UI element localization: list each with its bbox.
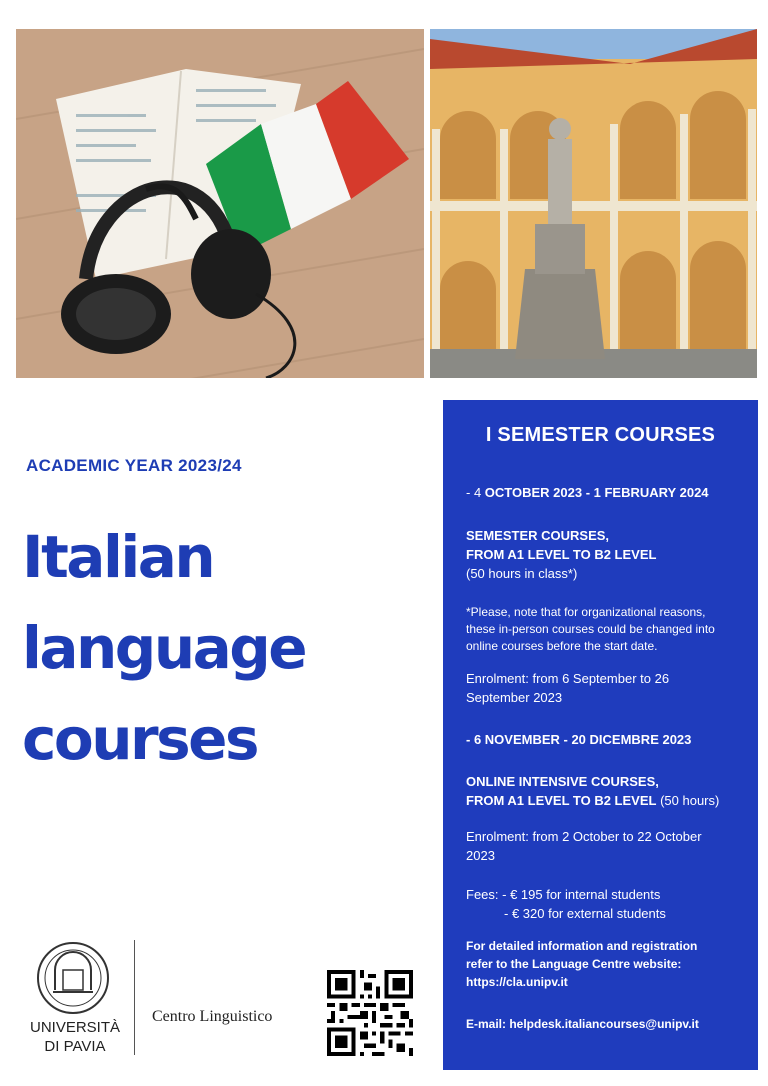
title-line: courses xyxy=(22,705,258,773)
info-line: refer to the Language Centre website: xyxy=(466,957,682,971)
qr-code[interactable] xyxy=(327,970,413,1056)
semester-hours: (50 hours in class*) xyxy=(466,566,578,581)
note-line: these in-person courses could be changed into xyxy=(466,622,715,636)
page-title xyxy=(22,512,305,785)
note-line: online courses before the start date. xyxy=(466,639,658,653)
email-link[interactable]: E-mail: helpdesk.italiancourses@unipv.it xyxy=(466,1017,699,1031)
semester-courses-title: SEMESTER COURSES, xyxy=(466,528,610,543)
dates-second-session: - 6 NOVEMBER - 20 DICEMBRE 2023 xyxy=(466,732,692,747)
enrolment-first-cont: September 2023 xyxy=(466,690,563,705)
panel-heading: I SEMESTER COURSES xyxy=(485,424,716,446)
enrolment-second: Enrolment: from 2 October to 22 October xyxy=(466,829,702,844)
semester-levels: FROM A1 LEVEL TO B2 LEVEL xyxy=(466,547,657,562)
dates-first-session: - 4 OCTOBER 2023 - 1 FEBRUARY 2024 xyxy=(466,485,709,500)
semester-courses-panel xyxy=(443,400,758,1070)
online-levels: FROM A1 LEVEL TO B2 LEVEL (50 hours) xyxy=(466,793,720,808)
note-line: *Please, note that for organizational reasons, xyxy=(466,605,706,619)
online-courses-title: ONLINE INTENSIVE COURSES, xyxy=(466,774,659,789)
info-line: For detailed information and registration xyxy=(466,939,698,953)
website-link[interactable]: https://cla.unipv.it xyxy=(466,975,568,989)
fees-external: - € 320 for external students xyxy=(504,906,666,921)
university-seal-logo xyxy=(33,940,113,1016)
language-centre-name: Centro Linguistico xyxy=(152,1008,273,1025)
title-line: language xyxy=(22,614,306,682)
enrolment-second-cont: 2023 xyxy=(466,848,495,863)
university-name-line2: DI PAVIA xyxy=(44,1038,106,1055)
academic-year: ACADEMIC YEAR 2023/24 xyxy=(26,456,242,475)
enrolment-first: Enrolment: from 6 September to 26 xyxy=(466,671,670,686)
university-name xyxy=(20,1018,130,1056)
university-name-line1: UNIVERSITÀ xyxy=(29,1019,120,1036)
photo-book-headphones-flag xyxy=(16,29,424,378)
logo-divider xyxy=(134,940,135,1055)
photo-courtyard-statue xyxy=(430,29,757,378)
fees-internal: Fees: - € 195 for internal students xyxy=(466,887,661,902)
title-line: Italian xyxy=(22,523,214,591)
